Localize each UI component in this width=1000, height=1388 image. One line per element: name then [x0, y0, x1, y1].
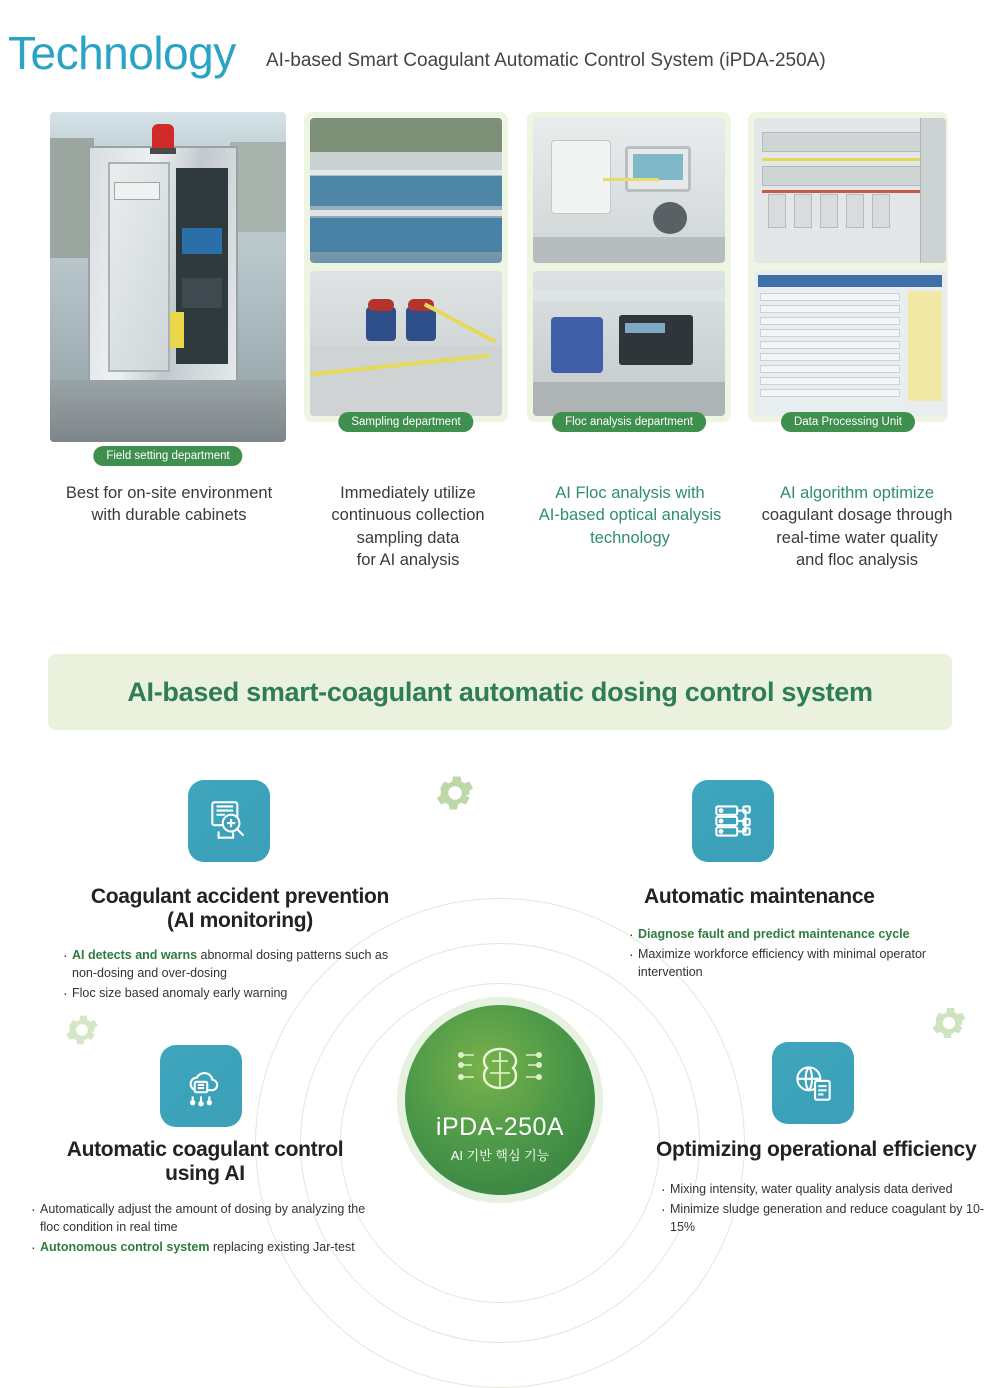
list-item: · Autonomous control system replacing existing Jar-test [30, 1238, 380, 1256]
photo-scada-screen [754, 271, 946, 416]
core-subtitle: AI 기반 핵심 기능 [450, 1148, 550, 1163]
list-item: · Floc size based anomaly early warning [62, 984, 412, 1002]
caption-floc-analysis: AI Floc analysis with AI-based optical analysis technology [538, 484, 722, 547]
block-bullets-bottom-right [660, 1180, 990, 1238]
core-title: iPDA-250A [435, 1113, 565, 1141]
list-item: · Minimize sludge generation and reduce coagulant by 10-15% [660, 1200, 990, 1236]
block-bullets-top-left [62, 946, 412, 1004]
block-title-top-right: Automatic maintenance [644, 885, 875, 908]
block-bullets-bottom-left [30, 1200, 380, 1258]
page-title: Technology [8, 27, 236, 79]
block-title-bottom-left: Automatic coagulant control using AI [66, 1138, 344, 1185]
gear-icon [432, 770, 478, 821]
banner-title: AI-based smart-coagulant automatic dosing control system [127, 676, 873, 707]
block-title-bottom-right: Optimizing operational efficiency [656, 1138, 977, 1161]
photo-label-pill: Sampling department [338, 412, 473, 432]
caption-data-processing: AI algorithm optimize coagulant dosage through real-time water quality and floc analysis [761, 484, 953, 569]
core-badge [405, 1005, 595, 1195]
photo-card-data-processing [748, 112, 948, 428]
list-item: · Mixing intensity, water quality analysis data derived [660, 1180, 990, 1198]
server-maintenance-icon [692, 780, 774, 862]
page-header [0, 26, 1000, 86]
list-item: · AI detects and warns abnormal dosing patterns such as non-dosing and over-dosing [62, 946, 412, 982]
photo-card-sampling [304, 112, 508, 428]
block-bullets-top-right [628, 925, 958, 983]
photo-label-pill: Data Processing Unit [781, 412, 915, 432]
photo-floc-device [533, 271, 725, 416]
photo-control-panel [754, 118, 946, 263]
section-banner [48, 654, 952, 730]
ai-feature-diagram [0, 740, 1000, 1300]
photo-card-field-setting [50, 112, 286, 462]
ai-monitoring-icon [188, 780, 270, 862]
block-title-top-left: Coagulant accident prevention (AI monitoring) [90, 885, 390, 932]
list-item: · Maximize workforce efficiency with minimal operator intervention [628, 945, 958, 981]
photo-label-pill: Floc analysis department [552, 412, 706, 432]
brain-circuit-icon [456, 1043, 544, 1106]
photo-sampling-pumps [310, 271, 502, 416]
photo-floc-analyzer [533, 118, 725, 263]
gear-icon [928, 1002, 970, 1049]
gear-icon [62, 1010, 102, 1055]
list-item: · Automatically adjust the amount of dosing by analyzing the floc condition in real time [30, 1200, 380, 1236]
photo-card-floc-analysis [527, 112, 731, 428]
caption-sampling: Immediately utilize continuous collection sampling data for AI analysis [331, 484, 485, 569]
globe-report-icon [772, 1042, 854, 1124]
photo-field-cabinet [50, 112, 286, 442]
photo-label-pill: Field setting department [93, 446, 242, 466]
page-subtitle: AI-based Smart Coagulant Automatic Control System (iPDA-250A) [266, 50, 826, 71]
caption-field-setting: Best for on-site environment with durable cabinets [65, 484, 273, 525]
photo-card-row [0, 112, 1000, 472]
cloud-ai-icon [160, 1045, 242, 1127]
list-item: · Diagnose fault and predict maintenance cycle [628, 925, 958, 943]
photo-sampling-basin [310, 118, 502, 263]
